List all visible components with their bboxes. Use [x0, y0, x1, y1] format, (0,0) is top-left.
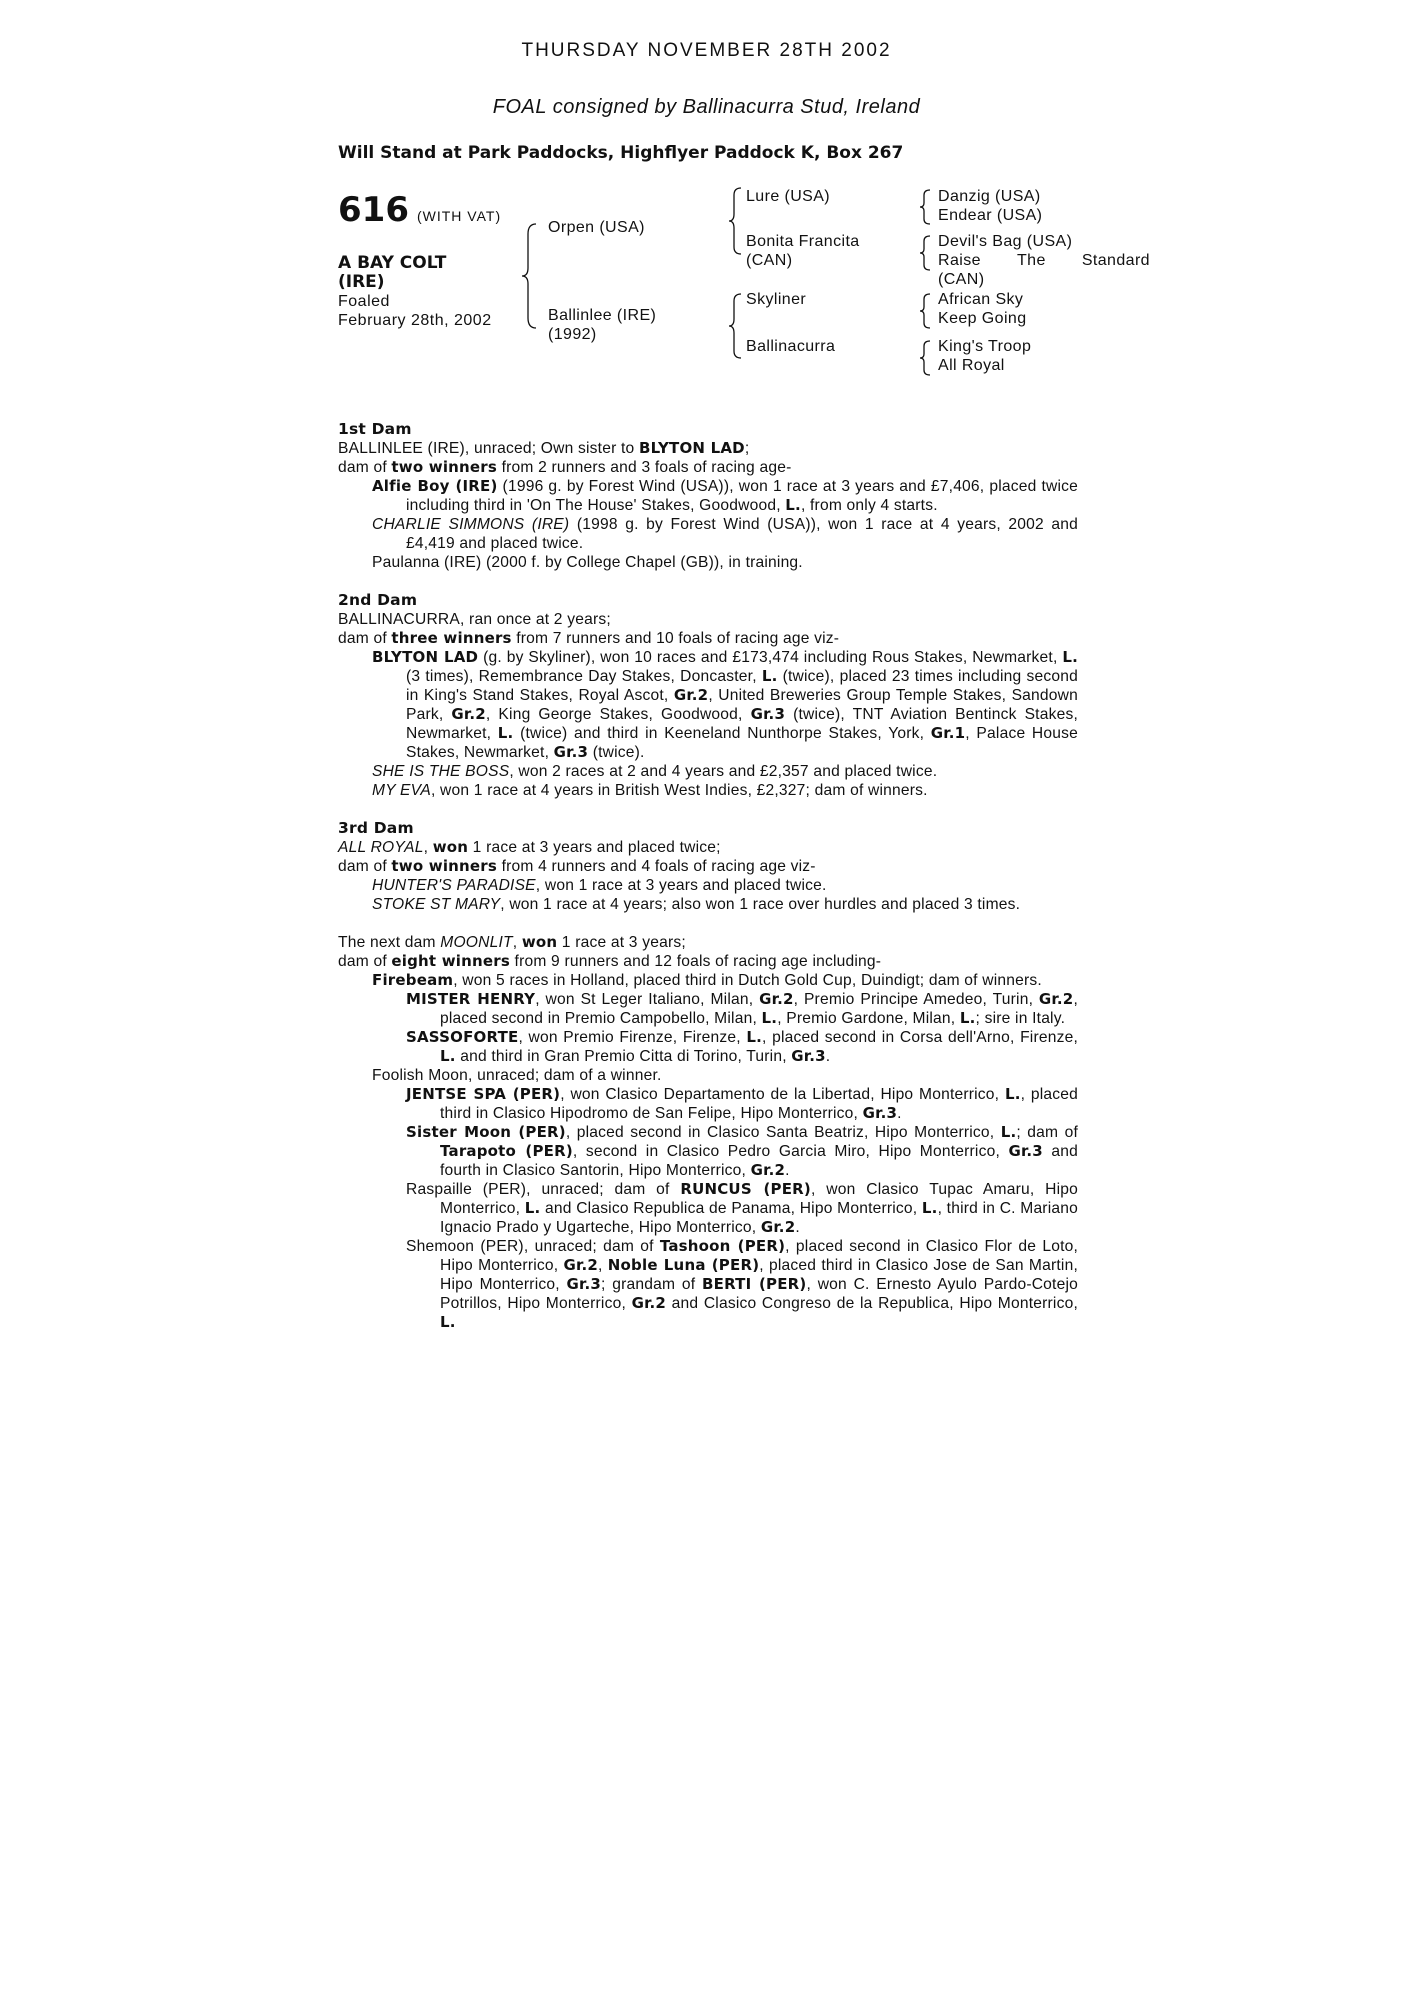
pedigree-gg1: [938, 187, 1042, 225]
spacer: [338, 800, 1078, 819]
third-dam-line2: [338, 857, 1078, 876]
race-grade: Gr.2: [631, 1294, 667, 1312]
horse-name: Firebeam: [372, 971, 454, 989]
pedigree-gg1-sire: Danzig (USA): [938, 188, 1041, 205]
text-run: and third in Gran Premio Citta di Torino, Turin,: [455, 1048, 792, 1065]
first-dam-heading: 1st Dam: [338, 420, 412, 438]
produce-entry: [338, 477, 1078, 515]
pedigree-sire: Orpen (USA): [548, 219, 645, 236]
text-run: , from only 4 starts.: [800, 497, 938, 514]
foaled-info: [338, 292, 492, 330]
third-dam-heading: 3rd Dam: [338, 819, 414, 837]
text-run: from 4 runners and 4 foals of racing age viz-: [497, 858, 816, 875]
race-grade: Gr.3: [566, 1275, 601, 1293]
pedigree-brace-main: [520, 222, 540, 330]
pedigree-dam-dam: Ballinacurra: [746, 338, 836, 355]
text-run: , won 1 race at 4 years; also won 1 race over hurdles and placed 3 times.: [500, 896, 1021, 913]
pedigree-gg2-sire: Devil's Bag (USA): [938, 233, 1073, 250]
text-run: , placed third in Clasico Jose de San Martin, Hipo Monterrico,: [440, 1257, 1078, 1293]
race-grade: Gr.3: [1008, 1142, 1043, 1160]
second-dam-section: [338, 591, 1078, 800]
produce-entry: [338, 762, 1078, 781]
race-grade: L.: [524, 1199, 541, 1217]
horse-name: SASSOFORTE: [406, 1028, 519, 1046]
race-grade: L.: [497, 724, 514, 742]
text-run: , Premio Gardone, Milan,: [777, 1010, 960, 1027]
pedigree-sire-dam-name: Bonita Francita: [746, 233, 860, 250]
race-grade: Gr.2: [563, 1256, 599, 1274]
horse-name: Tashoon (PER): [659, 1237, 786, 1255]
pedigree-dam-year: (1992): [548, 326, 597, 343]
race-grade: L.: [440, 1047, 456, 1065]
race-grade: L.: [746, 1028, 763, 1046]
lot-number: 616: [338, 190, 409, 230]
pedigree-gg2-dam-country: (CAN): [938, 271, 985, 288]
race-grade: Gr.2: [760, 1218, 796, 1236]
first-dam-line1: [338, 439, 1078, 458]
horse-name: MY EVA: [372, 782, 431, 799]
text-run: Raspaille (PER), unraced; dam of: [406, 1181, 681, 1198]
text-run: dam of: [338, 953, 392, 970]
foaled-label: Foaled: [338, 293, 390, 310]
horse-name: CHARLIE SIMMONS (IRE): [372, 516, 570, 533]
vat-note: (WITH VAT): [416, 208, 502, 224]
winner-count: three winners: [391, 629, 512, 647]
produce-entry-l2: [338, 1085, 1078, 1123]
next-dam-section: [338, 933, 1078, 1332]
second-dam-line1: BALLINACURRA, ran once at 2 years;: [338, 611, 611, 628]
text-run: ,: [512, 934, 522, 951]
pedigree-gg2-dam-word3: Standard: [1081, 252, 1150, 269]
text-run: , won 5 races in Holland, placed third in Dutch Gold Cup, Duindigt; dam of winners.: [453, 972, 1042, 989]
horse-name: ALL ROYAL: [338, 839, 424, 856]
text-run: , placed second in Clasico Santa Beatriz, Hipo Monterrico,: [565, 1124, 1001, 1141]
text-run: , won Clasico Tupac Amaru, Hipo Monterrico,: [440, 1181, 1078, 1217]
race-grade: L.: [1004, 1085, 1021, 1103]
text-run: , third in C. Mariano Ignacio Prado y Ugarteche, Hipo Monterrico,: [440, 1200, 1078, 1236]
text-run: ,: [423, 839, 433, 856]
text-emphasis: won: [521, 933, 558, 951]
lot-title: [338, 254, 446, 292]
third-dam-section: [338, 819, 1078, 914]
pedigree-brace-gg4: [918, 339, 932, 377]
text-run: (3 times), Remembrance Day Stakes, Doncaster,: [406, 668, 762, 685]
text-run: , won Premio Firenze, Firenze,: [518, 1029, 747, 1046]
pedigree-brace-dam: [728, 292, 744, 360]
spacer: [338, 572, 1078, 591]
text-run: from 7 runners and 10 foals of racing age viz-: [511, 630, 840, 647]
text-run: and Clasico Republica de Panama, Hipo Monterrico,: [540, 1200, 922, 1217]
horse-name: Noble Luna (PER): [607, 1256, 760, 1274]
text-run: 1 race at 3 years;: [557, 934, 686, 951]
produce-entry: [338, 515, 1078, 553]
text-run: .: [795, 1219, 800, 1236]
pedigree-brace-gg1: [918, 188, 932, 226]
lot-header: [338, 190, 501, 230]
pedigree-gg3-sire: African Sky: [938, 291, 1024, 308]
text-run: .: [897, 1105, 902, 1122]
lot-title-line2: (IRE): [338, 272, 385, 292]
race-grade: L.: [785, 496, 801, 514]
text-run: ;: [744, 440, 750, 457]
text-run: (1996 g. by Forest Wind (USA)), won 1 race at 3 years and £7,406, placed twice including third in 'On The House' Stakes, Goodwood,: [406, 478, 1078, 514]
horse-name: BLYTON LAD: [638, 439, 745, 457]
horse-name: BLYTON LAD: [372, 648, 479, 666]
race-grade: L.: [1000, 1123, 1017, 1141]
race-grade: L.: [921, 1199, 938, 1217]
pedigree-gg3-dam: Keep Going: [938, 310, 1027, 327]
horse-name: RUNCUS (PER): [680, 1180, 811, 1198]
text-run: , placed second in Corsa dell'Arno, Firenze,: [762, 1029, 1078, 1046]
pedigree-gg3: [938, 290, 1027, 328]
race-grade: L.: [761, 667, 778, 685]
next-dam-line2: [338, 952, 1078, 971]
text-emphasis: won: [432, 838, 469, 856]
text-run: , placed second in Clasico Flor de Loto, Hipo Monterrico,: [440, 1238, 1079, 1274]
pedigree-gg4: [938, 337, 1031, 375]
race-grade: L.: [761, 1009, 778, 1027]
text-run: dam of: [338, 858, 392, 875]
race-grade: L.: [440, 1313, 456, 1331]
pedigree-gg4-dam: All Royal: [938, 357, 1005, 374]
consignment-line: FOAL consigned by Ballinacurra Stud, Ireland: [492, 96, 921, 118]
text-run: (twice), placed 23 times including second in King's Stand Stakes, Royal Ascot,: [406, 668, 1078, 704]
race-grade: Gr.3: [750, 705, 786, 723]
text-run: .: [825, 1048, 831, 1065]
produce-record: [338, 420, 1078, 1332]
race-grade: Gr.2: [673, 686, 709, 704]
text-run: Shemoon (PER), unraced; dam of: [406, 1238, 660, 1255]
produce-entry: [338, 895, 1078, 914]
pedigree-dam: [548, 306, 656, 344]
first-dam-line2: [338, 458, 1078, 477]
text-run: (twice) and third in Keeneland Nunthorpe Stakes, York,: [513, 725, 931, 742]
text-run: (1998 g. by Forest Wind (USA)), won 1 race at 4 years, 2002 and £4,419 and placed twice.: [406, 516, 1079, 552]
second-dam-line2: [338, 629, 1078, 648]
text-run: ; grandam of: [600, 1276, 702, 1293]
pedigree-brace-sire: [728, 186, 744, 256]
text-run: , won 2 races at 2 and 4 years and £2,357 and placed twice.: [509, 763, 938, 780]
third-dam-line1: [338, 838, 1078, 857]
text-run: (g. by Skyliner), won 10 races and £173,474 including Rous Stakes, Newmarket,: [478, 649, 1063, 666]
text-run: .: [785, 1162, 790, 1179]
text-run: ; sire in Italy.: [975, 1010, 1066, 1027]
text-run: , placed third in Clasico Hipodromo de San Felipe, Hipo Monterrico,: [440, 1086, 1079, 1122]
text-run: (twice).: [588, 744, 645, 761]
text-run: , won Clasico Departamento de la Libertad, Hipo Monterrico,: [560, 1086, 1005, 1103]
horse-name: SHE IS THE BOSS: [372, 763, 510, 780]
text-run: from 9 runners and 12 foals of racing age including-: [510, 953, 882, 970]
text-run: 1 race at 3 years and placed twice;: [468, 839, 721, 856]
sale-date: THURSDAY NOVEMBER 28TH 2002: [521, 40, 892, 61]
pedigree-gg4-sire: King's Troop: [938, 338, 1032, 355]
winner-count: two winners: [391, 857, 498, 875]
pedigree-sire-sire: Lure (USA): [746, 188, 831, 205]
race-grade: Gr.2: [451, 705, 486, 723]
horse-name: BERTI (PER): [701, 1275, 807, 1293]
produce-entry: Paulanna (IRE) (2000 f. by College Chapel (GB)), in training.: [372, 554, 803, 571]
race-grade: Gr.3: [791, 1047, 826, 1065]
pedigree-gg2-dam: [938, 251, 1150, 270]
produce-entry: [338, 876, 1078, 895]
produce-entry-l2: [338, 1180, 1078, 1237]
produce-entry-l2: [338, 1123, 1078, 1180]
text-run: The next dam: [338, 934, 441, 951]
produce-entry: [338, 781, 1078, 800]
text-run: , won 1 race at 3 years and placed twice.: [535, 877, 827, 894]
text-run: , won 1 race at 4 years in British West Indies, £2,327; dam of winners.: [430, 782, 928, 799]
horse-name: MISTER HENRY: [406, 990, 536, 1008]
winner-count: two winners: [391, 458, 498, 476]
text-run: dam of: [338, 459, 392, 476]
horse-name: STOKE ST MARY: [372, 896, 501, 913]
stand-location: Will Stand at Park Paddocks, Highflyer Paddock K, Box 267: [338, 143, 904, 163]
text-run: , placed second in Premio Campobello, Milan,: [440, 991, 1078, 1027]
pedigree-dam-name: Ballinlee (IRE): [548, 307, 657, 324]
foaled-date: February 28th, 2002: [338, 312, 492, 329]
text-run: dam of: [338, 630, 392, 647]
text-run: , King George Stakes, Goodwood,: [485, 706, 751, 723]
text-run: from 2 runners and 3 foals of racing age-: [497, 459, 792, 476]
lot-title-line1: A BAY COLT: [338, 253, 447, 273]
text-run: , won St Leger Italiano, Milan,: [535, 991, 760, 1008]
pedigree-brace-gg2: [918, 234, 932, 272]
pedigree-sire-dam-country: (CAN): [746, 252, 793, 269]
produce-entry-l2: [338, 990, 1078, 1028]
first-dam-section: [338, 420, 1078, 572]
horse-name: HUNTER'S PARADISE: [372, 877, 536, 894]
text-run: ,: [598, 1257, 608, 1274]
pedigree-dam-sire: Skyliner: [746, 291, 807, 308]
second-dam-heading: 2nd Dam: [338, 591, 418, 609]
text-run: , United Breweries Group Temple Stakes, Sandown Park,: [406, 687, 1078, 723]
race-grade: Gr.3: [553, 743, 589, 761]
race-grade: Gr.2: [750, 1161, 786, 1179]
produce-entry-l2: [338, 1237, 1078, 1332]
text-run: , won C. Ernesto Ayulo Pardo-Cotejo Potrillos, Hipo Monterrico,: [440, 1276, 1078, 1312]
text-run: BALLINLEE (IRE), unraced; Own sister to: [338, 440, 639, 457]
winner-count: eight winners: [391, 952, 510, 970]
race-grade: Gr.1: [930, 724, 966, 742]
pedigree-gg2: [938, 232, 1150, 289]
race-grade: L.: [1062, 648, 1078, 666]
pedigree-gg1-dam: Endear (USA): [938, 207, 1043, 224]
pedigree-sire-dam: [746, 232, 860, 270]
horse-name: Tarapoto (PER): [440, 1142, 573, 1160]
next-dam-line1: [338, 933, 1078, 952]
race-grade: Gr.3: [862, 1104, 898, 1122]
text-run: ; dam of: [1016, 1124, 1078, 1141]
text-run: , second in Clasico Pedro Garcia Miro, Hipo Monterrico,: [572, 1143, 1009, 1160]
produce-entry-l2: [338, 1028, 1078, 1066]
race-grade: Gr.2: [1038, 990, 1074, 1008]
horse-name: Alfie Boy (IRE): [372, 477, 498, 495]
pedigree-gg2-dam-word1: Raise: [938, 252, 981, 269]
spacer: [338, 914, 1078, 933]
race-grade: Gr.2: [759, 990, 794, 1008]
text-run: and fourth in Clasico Santorin, Hipo Monterrico,: [440, 1143, 1079, 1179]
text-run: , Palace House Stakes, Newmarket,: [406, 725, 1078, 761]
horse-name: MOONLIT: [440, 934, 513, 951]
text-run: (twice), TNT Aviation Bentinck Stakes, Newmarket,: [406, 706, 1078, 742]
horse-name: JENTSE SPA (PER): [406, 1085, 561, 1103]
horse-name: Sister Moon (PER): [406, 1123, 566, 1141]
pedigree-gg2-dam-word2: The: [1016, 252, 1046, 269]
produce-entry: Foolish Moon, unraced; dam of a winner.: [372, 1067, 662, 1084]
race-grade: L.: [959, 1009, 976, 1027]
pedigree-brace-gg3: [918, 292, 932, 330]
text-run: , Premio Principe Amedeo, Turin,: [793, 991, 1039, 1008]
produce-entry: [338, 648, 1078, 762]
produce-entry: [338, 971, 1078, 990]
text-run: and Clasico Congreso de la Republica, Hipo Monterrico,: [666, 1295, 1078, 1312]
